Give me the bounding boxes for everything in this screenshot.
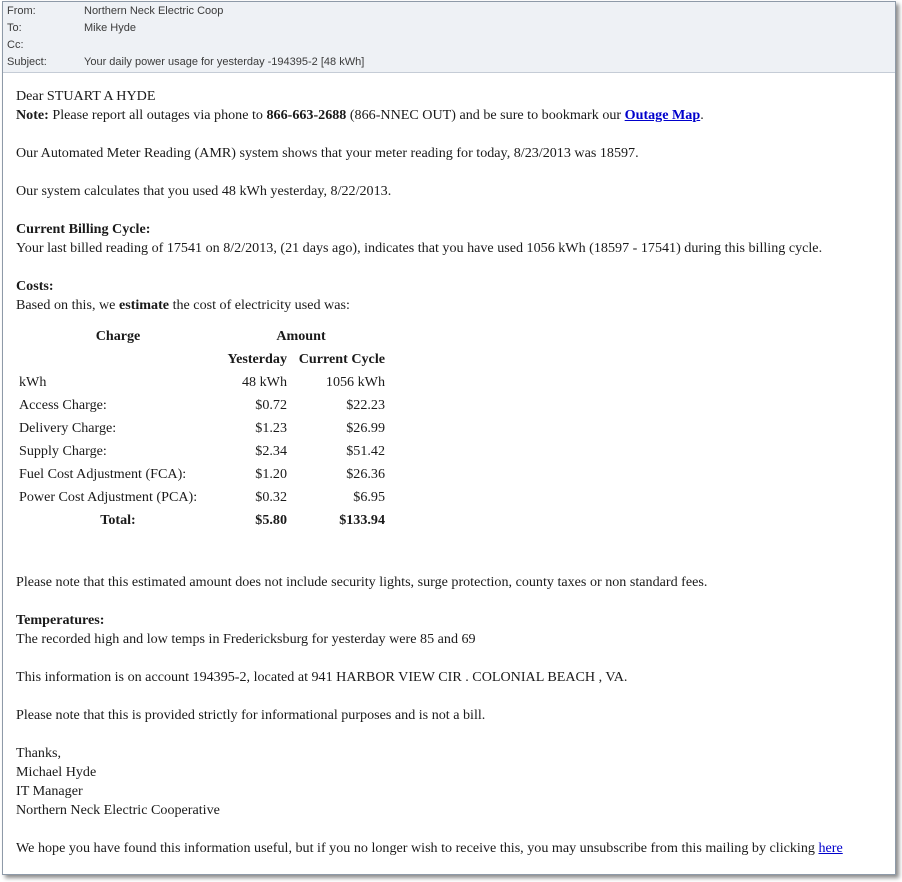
unsubscribe-link[interactable]: here: [818, 840, 843, 856]
costs-subheader-row: [19, 348, 385, 371]
greeting: Dear STUART A HYDE: [16, 88, 156, 104]
to-label: To:: [7, 22, 22, 34]
outage-phone: 866-663-2688: [266, 107, 347, 123]
subheader-yesterday: Yesterday: [227, 351, 287, 367]
row-cycle: $51.42: [346, 443, 385, 459]
signature-name: Michael Hyde: [16, 764, 97, 780]
informational-text: Please note that this is provided strictly for informational purposes and is not a bill.: [16, 707, 486, 723]
costs-intro-2: the cost of electricity used was:: [169, 297, 350, 313]
row-yesterday: $0.72: [255, 397, 287, 413]
signoff-thanks: Thanks,: [16, 745, 62, 761]
total-cycle: $133.94: [339, 512, 385, 528]
costs-table: [19, 325, 385, 532]
email-window: [2, 1, 896, 875]
usage-text: Our system calculates that you used 48 kWh yesterday, 8/22/2013.: [16, 183, 392, 199]
row-label: Access Charge:: [19, 397, 107, 413]
total-row: [19, 509, 385, 532]
table-row: [19, 394, 385, 417]
table-row: [19, 440, 385, 463]
email-header: [3, 2, 895, 73]
from-label: From:: [7, 5, 36, 17]
table-row: [19, 486, 385, 509]
temps-heading-text: Temperatures:: [16, 612, 105, 628]
costs-header-row: [19, 325, 385, 348]
row-cycle: 1056 kWh: [325, 374, 385, 390]
email-body: [16, 87, 891, 858]
signature-title: IT Manager: [16, 783, 83, 799]
note-text-3: .: [700, 107, 704, 123]
from-value[interactable]: Northern Neck Electric Coop: [84, 5, 224, 17]
outage-note: [16, 106, 891, 125]
row-cycle: $22.23: [346, 397, 385, 413]
table-row: [19, 417, 385, 440]
subheader-cycle: Current Cycle: [298, 351, 385, 367]
billing-heading-text: Current Billing Cycle:: [16, 221, 151, 237]
row-yesterday: $1.20: [255, 466, 287, 482]
row-label: Supply Charge:: [19, 443, 107, 459]
row-cycle: $26.99: [346, 420, 385, 436]
table-row: [19, 463, 385, 486]
costs-intro-1: Based on this, we: [16, 297, 119, 313]
row-label: Delivery Charge:: [19, 420, 117, 436]
row-label: Power Cost Adjustment (PCA):: [19, 489, 198, 505]
subject-label: Subject:: [7, 56, 47, 68]
note-text-1: Please report all outages via phone to: [48, 107, 267, 123]
unsubscribe-line: [16, 839, 891, 858]
unsubscribe-text: We hope you have found this information useful, but if you no longer wish to receive this, you may unsubscribe from this mailing by clicking: [16, 840, 819, 856]
to-value[interactable]: Mike Hyde: [84, 22, 136, 34]
account-text: This information is on account 194395-2, located at 941 HARBOR VIEW CIR . COLONIAL BEACH , VA.: [16, 669, 628, 685]
row-yesterday: $2.34: [255, 443, 287, 459]
outage-map-link[interactable]: Outage Map: [624, 107, 701, 123]
row-label: Fuel Cost Adjustment (FCA):: [19, 466, 187, 482]
costs-heading: [16, 277, 891, 296]
costs-intro-bold: estimate: [118, 297, 170, 313]
costs-intro: [16, 296, 891, 315]
billing-heading: [16, 220, 891, 239]
subject-value: Your daily power usage for yesterday -194395-2 [48 kWh]: [84, 56, 365, 68]
row-cycle: $6.95: [353, 489, 385, 505]
amr-text: Our Automated Meter Reading (AMR) system shows that your meter reading for today, 8/23/2013 was 18597.: [16, 145, 639, 161]
row-yesterday: $1.23: [255, 420, 287, 436]
total-yesterday: $5.80: [255, 512, 287, 528]
header-amount: Amount: [276, 328, 326, 344]
disclaimer-text: Please note that this estimated amount does not include security lights, surge protection, county taxes or non standard fees.: [16, 574, 708, 590]
billing-text: Your last billed reading of 17541 on 8/2/2013, (21 days ago), indicates that you have used 1056 kWh (18597 - 17541) during this billing cycle.: [16, 240, 823, 256]
costs-heading-text: Costs:: [16, 278, 54, 294]
row-yesterday: 48 kWh: [241, 374, 287, 390]
table-row: [19, 371, 385, 394]
row-label: kWh: [19, 374, 47, 390]
temps-text: The recorded high and low temps in Fredericksburg for yesterday were 85 and 69: [16, 631, 476, 647]
note-label: Note:: [16, 107, 49, 123]
signature-org: Northern Neck Electric Cooperative: [16, 802, 220, 818]
cc-label: Cc:: [7, 39, 24, 51]
row-cycle: $26.36: [346, 466, 385, 482]
note-text-2: (866-NNEC OUT) and be sure to bookmark our: [346, 107, 625, 123]
row-yesterday: $0.32: [255, 489, 287, 505]
header-charge: Charge: [95, 328, 141, 344]
total-label: Total:: [100, 512, 136, 528]
temps-heading: [16, 611, 891, 630]
